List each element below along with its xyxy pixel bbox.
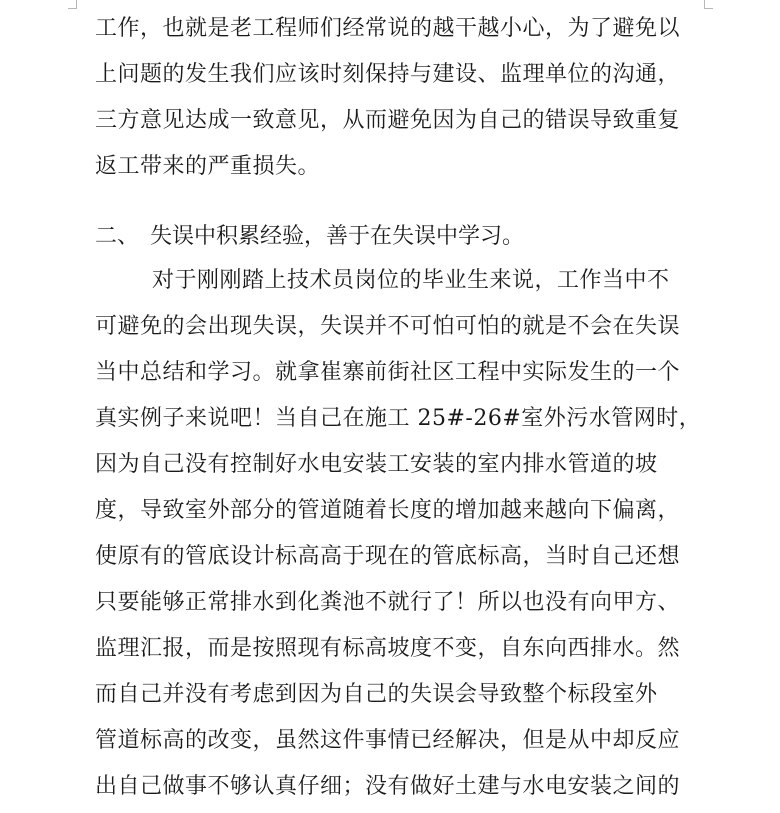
paragraph-line: 真实例子来说吧！当自己在施工 25#-26#室外污水管网时，	[95, 406, 702, 431]
paragraph-line: 监理汇报，而是按照现有标高坡度不变，自东向西排水。然	[95, 636, 681, 661]
paragraph-line: 使原有的管底设计标高高于现在的管底标高，当时自己还想	[95, 544, 681, 569]
paragraph-line: 只要能够正常排水到化粪池不就行了！所以也没有向甲方、	[95, 590, 681, 615]
paragraph-line: 因为自己没有控制好水电安装工安装的室内排水管道的坡	[95, 452, 658, 477]
paragraph-line: 上问题的发生我们应该时刻保持与建设、监理单位的沟通，	[95, 62, 681, 87]
paragraph-line: 三方意见达成一致意见，从而避免因为自己的错误导致重复	[95, 108, 681, 133]
paragraph-line: 度，导致室外部分的管道随着长度的增加越来越向下偏离，	[95, 498, 681, 523]
paragraph-line: 可避免的会出现失误，失误并不可怕可怕的就是不会在失误	[95, 314, 681, 339]
paragraph-line: 管道标高的改变，虽然这件事情已经解决，但是从中却反应	[95, 728, 681, 753]
section-title: 失误中积累经验，善于在失误中学习。	[150, 224, 525, 249]
paragraph-line: 对于刚刚踏上技术员岗位的毕业生来说，工作当中不	[152, 268, 670, 293]
page-corner-mark-right	[704, 0, 713, 9]
paragraph-line: 工作，也就是老工程师们经常说的越干越小心，为了避免以	[95, 16, 681, 41]
section-heading	[95, 220, 524, 254]
paragraph-line: 返工带来的严重损失。	[95, 154, 321, 179]
paragraph-line: 当中总结和学习。就拿崔寨前街社区工程中实际发生的一个	[95, 360, 681, 385]
section-number: 二、	[95, 224, 140, 249]
paragraph-line: 而自己并没有考虑到因为自己的失误会导致整个标段室外	[95, 682, 658, 707]
paragraph-line: 出自己做事不够认真仔细；没有做好土建与水电安装之间的	[95, 774, 681, 799]
page-corner-mark-left	[68, 0, 77, 9]
